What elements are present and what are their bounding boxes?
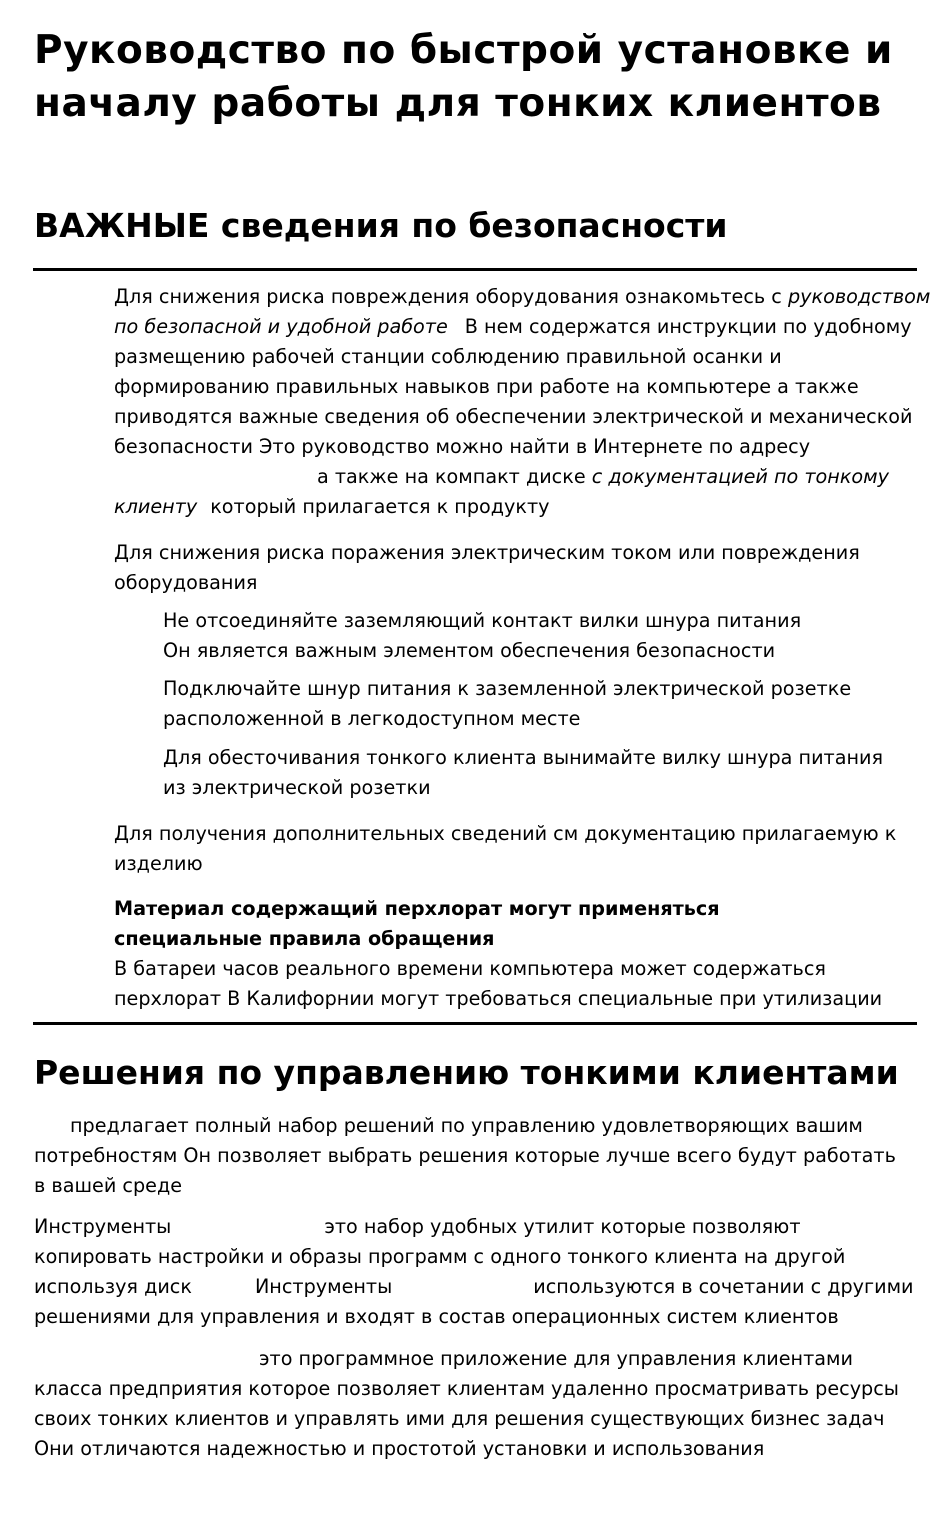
tools-paragraph: Инструменты это набор удобных утилит которые позволяют копировать настройки и образы программ с одного тонкого клиента на другой используя диск Инструменты используются в сочетании с другими решениями для управления и входят в состав операционных систем клиентов [34, 1215, 914, 1328]
perchlorate-notice: Материал содержащий перхлорат могут применяться специальные правила обращения В батареи часов реального времени компьютера может содержаться перхлорат В Калифорнии могут требоваться специальные при утилизации [114, 894, 882, 1014]
section-divider [33, 1022, 917, 1025]
safety-heading: ВАЖНЫЕ сведения по безопасности [34, 206, 728, 245]
perchlorate-heading: специальные правила обращения [114, 927, 495, 950]
safety-intro-paragraph: Для снижения риска повреждения оборудования ознакомьтесь с руководством по безопасной и удобной работе В нем содержатся инструкции по удобному размещению рабочей станции соблюдению правильной осанки и формированию правильных навыков при работе на компьютере а также приводятся важные сведения об обеспечении электрической и механической безопасности Это руководство можно найти в Интернете по адресу а также на компакт диске с документацией по тонкому клиенту который прилагается к продукту [114, 285, 931, 518]
cd-title-emphasis: клиенту [114, 495, 198, 518]
management-intro-paragraph: предлагает полный набор решений по управлению удовлетворяющих вашим потребностям Он позволяет выбрать решения которые лучше всего будут работать в вашей среде [34, 1114, 896, 1197]
guide-title-emphasis: руководством [787, 285, 931, 308]
page-title [34, 24, 893, 130]
safety-list-item: Для обесточивания тонкого клиента вынимайте вилку шнура питания из электрической розетки [163, 746, 884, 799]
more-info-paragraph: Для получения дополнительных сведений см документацию прилагаемую к изделию [114, 822, 897, 875]
safety-list-item: Не отсоединяйте заземляющий контакт вилки шнура питания Он является важным элементом обеспечения безопасности [163, 609, 802, 662]
section-divider [33, 268, 917, 271]
guide-title-emphasis: по безопасной и удобной работе [114, 315, 448, 338]
perchlorate-heading: Материал содержащий перхлорат могут применяться [114, 897, 720, 920]
shock-risk-paragraph: Для снижения риска поражения электрическим током или повреждения оборудования [114, 541, 860, 594]
page-title-line: Руководство по быстрой установке и [34, 28, 893, 73]
safety-list-item: Подключайте шнур питания к заземленной электрической розетке расположенной в легкодоступном месте [163, 677, 852, 730]
page-title-line: началу работы для тонких клиентов [34, 81, 882, 126]
management-heading: Решения по управлению тонкими клиентами [34, 1053, 899, 1092]
cd-title-emphasis: с документацией по тонкому [591, 465, 890, 488]
management-app-paragraph: это программное приложение для управления клиентами класса предприятия которое позволяет клиентам удаленно просматривать ресурсы своих тонких клиентов и управлять ими для решения существующих бизнес задач Они отличаются надежностью и простотой установки и использования [34, 1347, 899, 1460]
